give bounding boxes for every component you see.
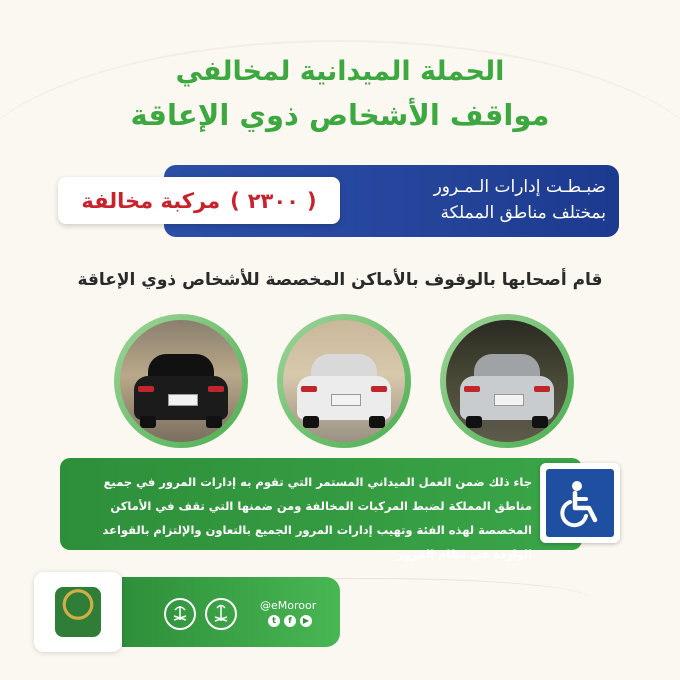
emblem-logo: [205, 598, 237, 630]
banner-text: [346, 174, 606, 226]
license-plate: [331, 394, 361, 406]
photo-image: [283, 320, 405, 442]
wheel: [369, 416, 385, 428]
count-label: مركبة مخالفة: [81, 188, 221, 213]
tail-light: [371, 386, 387, 392]
subtitle: قام أصحابها بالوقوف بالأماكن المخصصة للأشخاص ذوي الإعاقة: [77, 270, 603, 290]
tail-light: [301, 386, 317, 392]
crest-icon: [207, 600, 235, 628]
count-value: ٢٣٠٠: [247, 188, 299, 213]
photo-image: [446, 320, 568, 442]
page-title-line2: مواقف الأشخاص ذوي الإعاقة: [130, 98, 550, 132]
count-close-paren: ): [230, 188, 240, 213]
license-plate: [168, 394, 198, 406]
banner-line1: ضبـطـت إدارات الـمـرور: [433, 177, 606, 197]
photo-black-sedan: [120, 320, 242, 442]
twitter-icon[interactable]: t: [268, 615, 280, 627]
social-handle[interactable]: @eMoroor: [260, 599, 317, 612]
palm-swords-icon: [166, 600, 194, 628]
tail-light: [138, 386, 154, 392]
page-title-line1: الحملة الميدانية لمخالفي: [175, 56, 505, 87]
count-open-paren: (: [306, 188, 317, 213]
wheel: [140, 416, 156, 428]
ministry-logo: [164, 598, 196, 630]
youtube-icon[interactable]: ▶: [300, 615, 312, 627]
wheel: [206, 416, 222, 428]
photo-white-sedan: [283, 320, 405, 442]
wheelchair-icon: [555, 478, 605, 528]
violation-count-badge: [58, 177, 340, 224]
tail-light: [208, 386, 224, 392]
info-text: جاء ذلك ضمن العمل الميداني المستمر التي تقوم به إدارات المرور في جميع مناطق المملكة لضبط المركبات المخالفة ومن ضمنها التي تقف في الأماكن المخصصة لهذه الفئة وتهيب إدارات المرور الجميع بالتعاون والإلتزام بالقواعد الواردة في نظام المرور: [102, 475, 532, 561]
traffic-department-logo: [55, 587, 101, 637]
wheel: [466, 416, 482, 428]
wheelchair-sign-bg: [546, 469, 614, 537]
wheelchair-sign: [540, 463, 620, 543]
facebook-icon[interactable]: f: [284, 615, 296, 627]
wheel: [303, 416, 319, 428]
tail-light: [464, 386, 480, 392]
banner-line2: بمختلف مناطق المملكة: [440, 203, 606, 223]
tail-light: [534, 386, 550, 392]
photo-silver-suv: [446, 320, 568, 442]
license-plate: [494, 394, 524, 406]
wheel: [532, 416, 548, 428]
footer-logo-card: [34, 572, 122, 652]
photo-image: [120, 320, 242, 442]
